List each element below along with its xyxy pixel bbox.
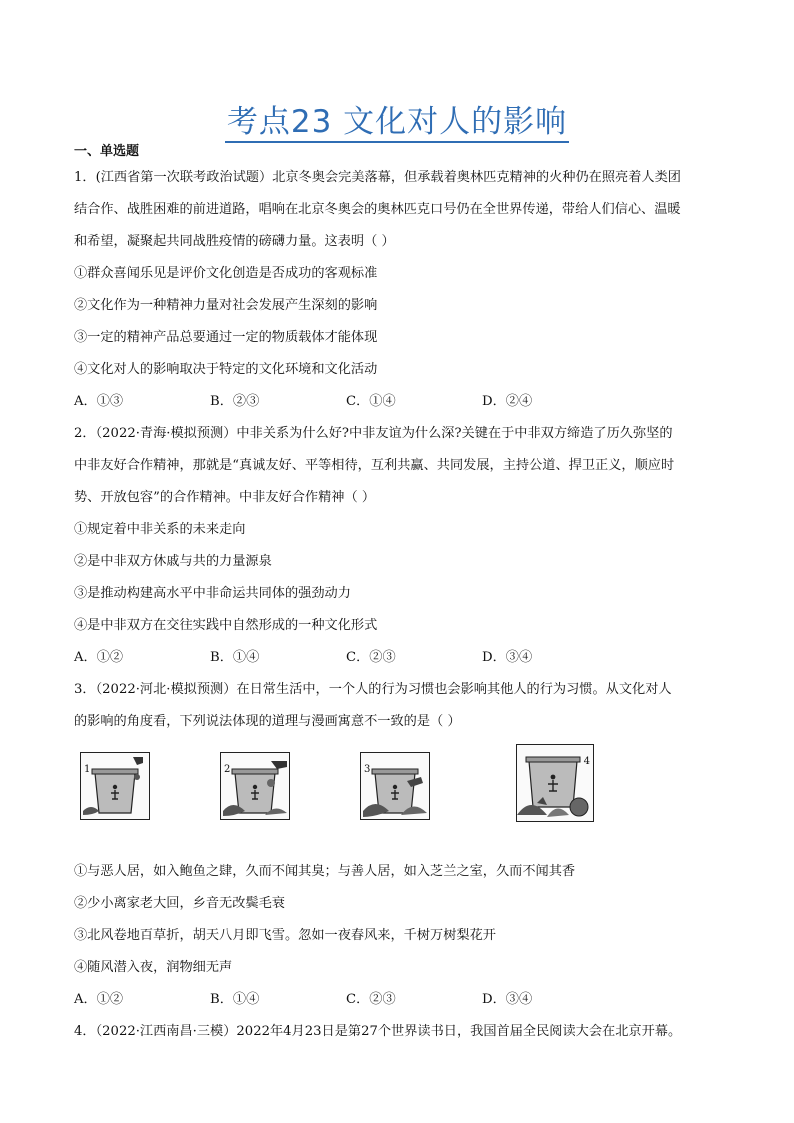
answer-choice-a[interactable]: A．①③ [74, 394, 124, 409]
trash-bin-icon [361, 753, 429, 819]
statement-option: ②少小离家老大回，乡音无改鬓毛衰 [74, 896, 285, 911]
panel-number: 3 [364, 764, 371, 775]
question-text-line: 中非友好合作精神，那就是“真诚友好、平等相待，互利共赢、共同发展，主持公道、捍卫正义，顺应时 [74, 458, 675, 473]
statement-option: ①与恶人居，如入鲍鱼之肆，久而不闻其臭；与善人居，如入芝兰之室，久而不闻其香 [74, 864, 576, 879]
cartoon-panel-4 [516, 744, 594, 822]
answer-choice-a[interactable]: A．①② [74, 650, 124, 665]
answer-choice-b[interactable]: B．②③ [210, 394, 260, 409]
question-text-line: 和希望，凝聚起共同战胜疫情的磅礴力量。这表明（ ） [74, 234, 395, 249]
panel-number: 4 [583, 756, 590, 767]
answer-choice-d[interactable]: D．③④ [482, 992, 533, 1007]
page-title: 考点23 文化对人的影响 [0, 96, 794, 141]
statement-option: ④随风潜入夜，润物细无声 [74, 960, 233, 975]
statement-option: ④文化对人的影响取决于特定的文化环境和文化活动 [74, 362, 378, 377]
statement-option: ②是中非双方休戚与共的力量源泉 [74, 554, 272, 569]
answer-choice-c[interactable]: C．①④ [346, 394, 396, 409]
statement-option: ③是推动构建高水平中非命运共同体的强劲动力 [74, 586, 351, 601]
statement-option: ③一定的精神产品总要通过一定的物质载体才能体现 [74, 330, 378, 345]
answer-choice-d[interactable]: D．③④ [482, 650, 533, 665]
question-text-line: 4．（2022·江西南昌·三模）2022年4月23日是第27个世界读书日，我国首届全民阅读大会在北京开幕。 [74, 1024, 682, 1039]
answer-choice-c[interactable]: C．②③ [346, 650, 396, 665]
answer-choice-c[interactable]: C．②③ [346, 992, 396, 1007]
answer-choice-b[interactable]: B．①④ [210, 650, 260, 665]
statement-option: ③北风卷地百草折，胡天八月即飞雪。忽如一夜春风来，千树万树梨花开 [74, 928, 496, 943]
panel-number: 2 [224, 764, 231, 775]
answer-choices [74, 642, 774, 674]
cartoon-panel-1 [80, 752, 150, 820]
statement-option: ④是中非双方在交往实践中自然形成的一种文化形式 [74, 618, 378, 633]
statement-option: ②文化作为一种精神力量对社会发展产生深刻的影响 [74, 298, 378, 313]
answer-choices [74, 386, 774, 418]
question-text-line: 的影响的角度看，下列说法体现的道理与漫画寓意不一致的是（ ） [74, 714, 461, 729]
question-4 [74, 1016, 774, 1048]
statement-option: ①规定着中非关系的未来走向 [74, 522, 246, 537]
garbage-pile-icon [517, 745, 593, 821]
question-text-line: 1．(江西省第一次联考政治试题）北京冬奥会完美落幕，但承载着奥林匹克精神的火种仍在照亮着人类团 [74, 170, 681, 185]
question-3 [74, 674, 774, 1016]
question-text-line: 势、开放包容”的合作精神。中非友好合作精神（ ） [74, 490, 376, 505]
question-1 [74, 162, 774, 418]
question-text-line: 3．（2022·河北·模拟预测）在日常生活中，一个人的行为习惯也会影响其他人的行为习惯。从文化对人 [74, 682, 672, 697]
question-text-line: 2．（2022·青海·模拟预测）中非关系为什么好?中非友谊为什么深?关键在于中非双方缔造了历久弥坚的 [74, 426, 673, 441]
answer-choice-d[interactable]: D．②④ [482, 394, 533, 409]
answer-choices [74, 984, 774, 1016]
cartoon-strip [74, 744, 774, 848]
question-text-line: 结合作、战胜困难的前进道路，唱响在北京冬奥会的奥林匹克口号仍在全世界传递，带给人们信心、温暖 [74, 202, 681, 217]
answer-choice-a[interactable]: A．①② [74, 992, 124, 1007]
answer-choice-b[interactable]: B．①④ [210, 992, 260, 1007]
cartoon-panel-3 [360, 752, 430, 820]
section-heading: 一、单选题 [74, 144, 140, 159]
trash-bin-icon [81, 753, 149, 819]
panel-number: 1 [84, 764, 91, 775]
cartoon-panel-2 [220, 752, 290, 820]
question-2 [74, 418, 774, 674]
question-content [74, 140, 774, 1048]
statement-option: ①群众喜闻乐见是评价文化创造是否成功的客观标准 [74, 266, 378, 281]
trash-bin-icon [221, 753, 289, 819]
